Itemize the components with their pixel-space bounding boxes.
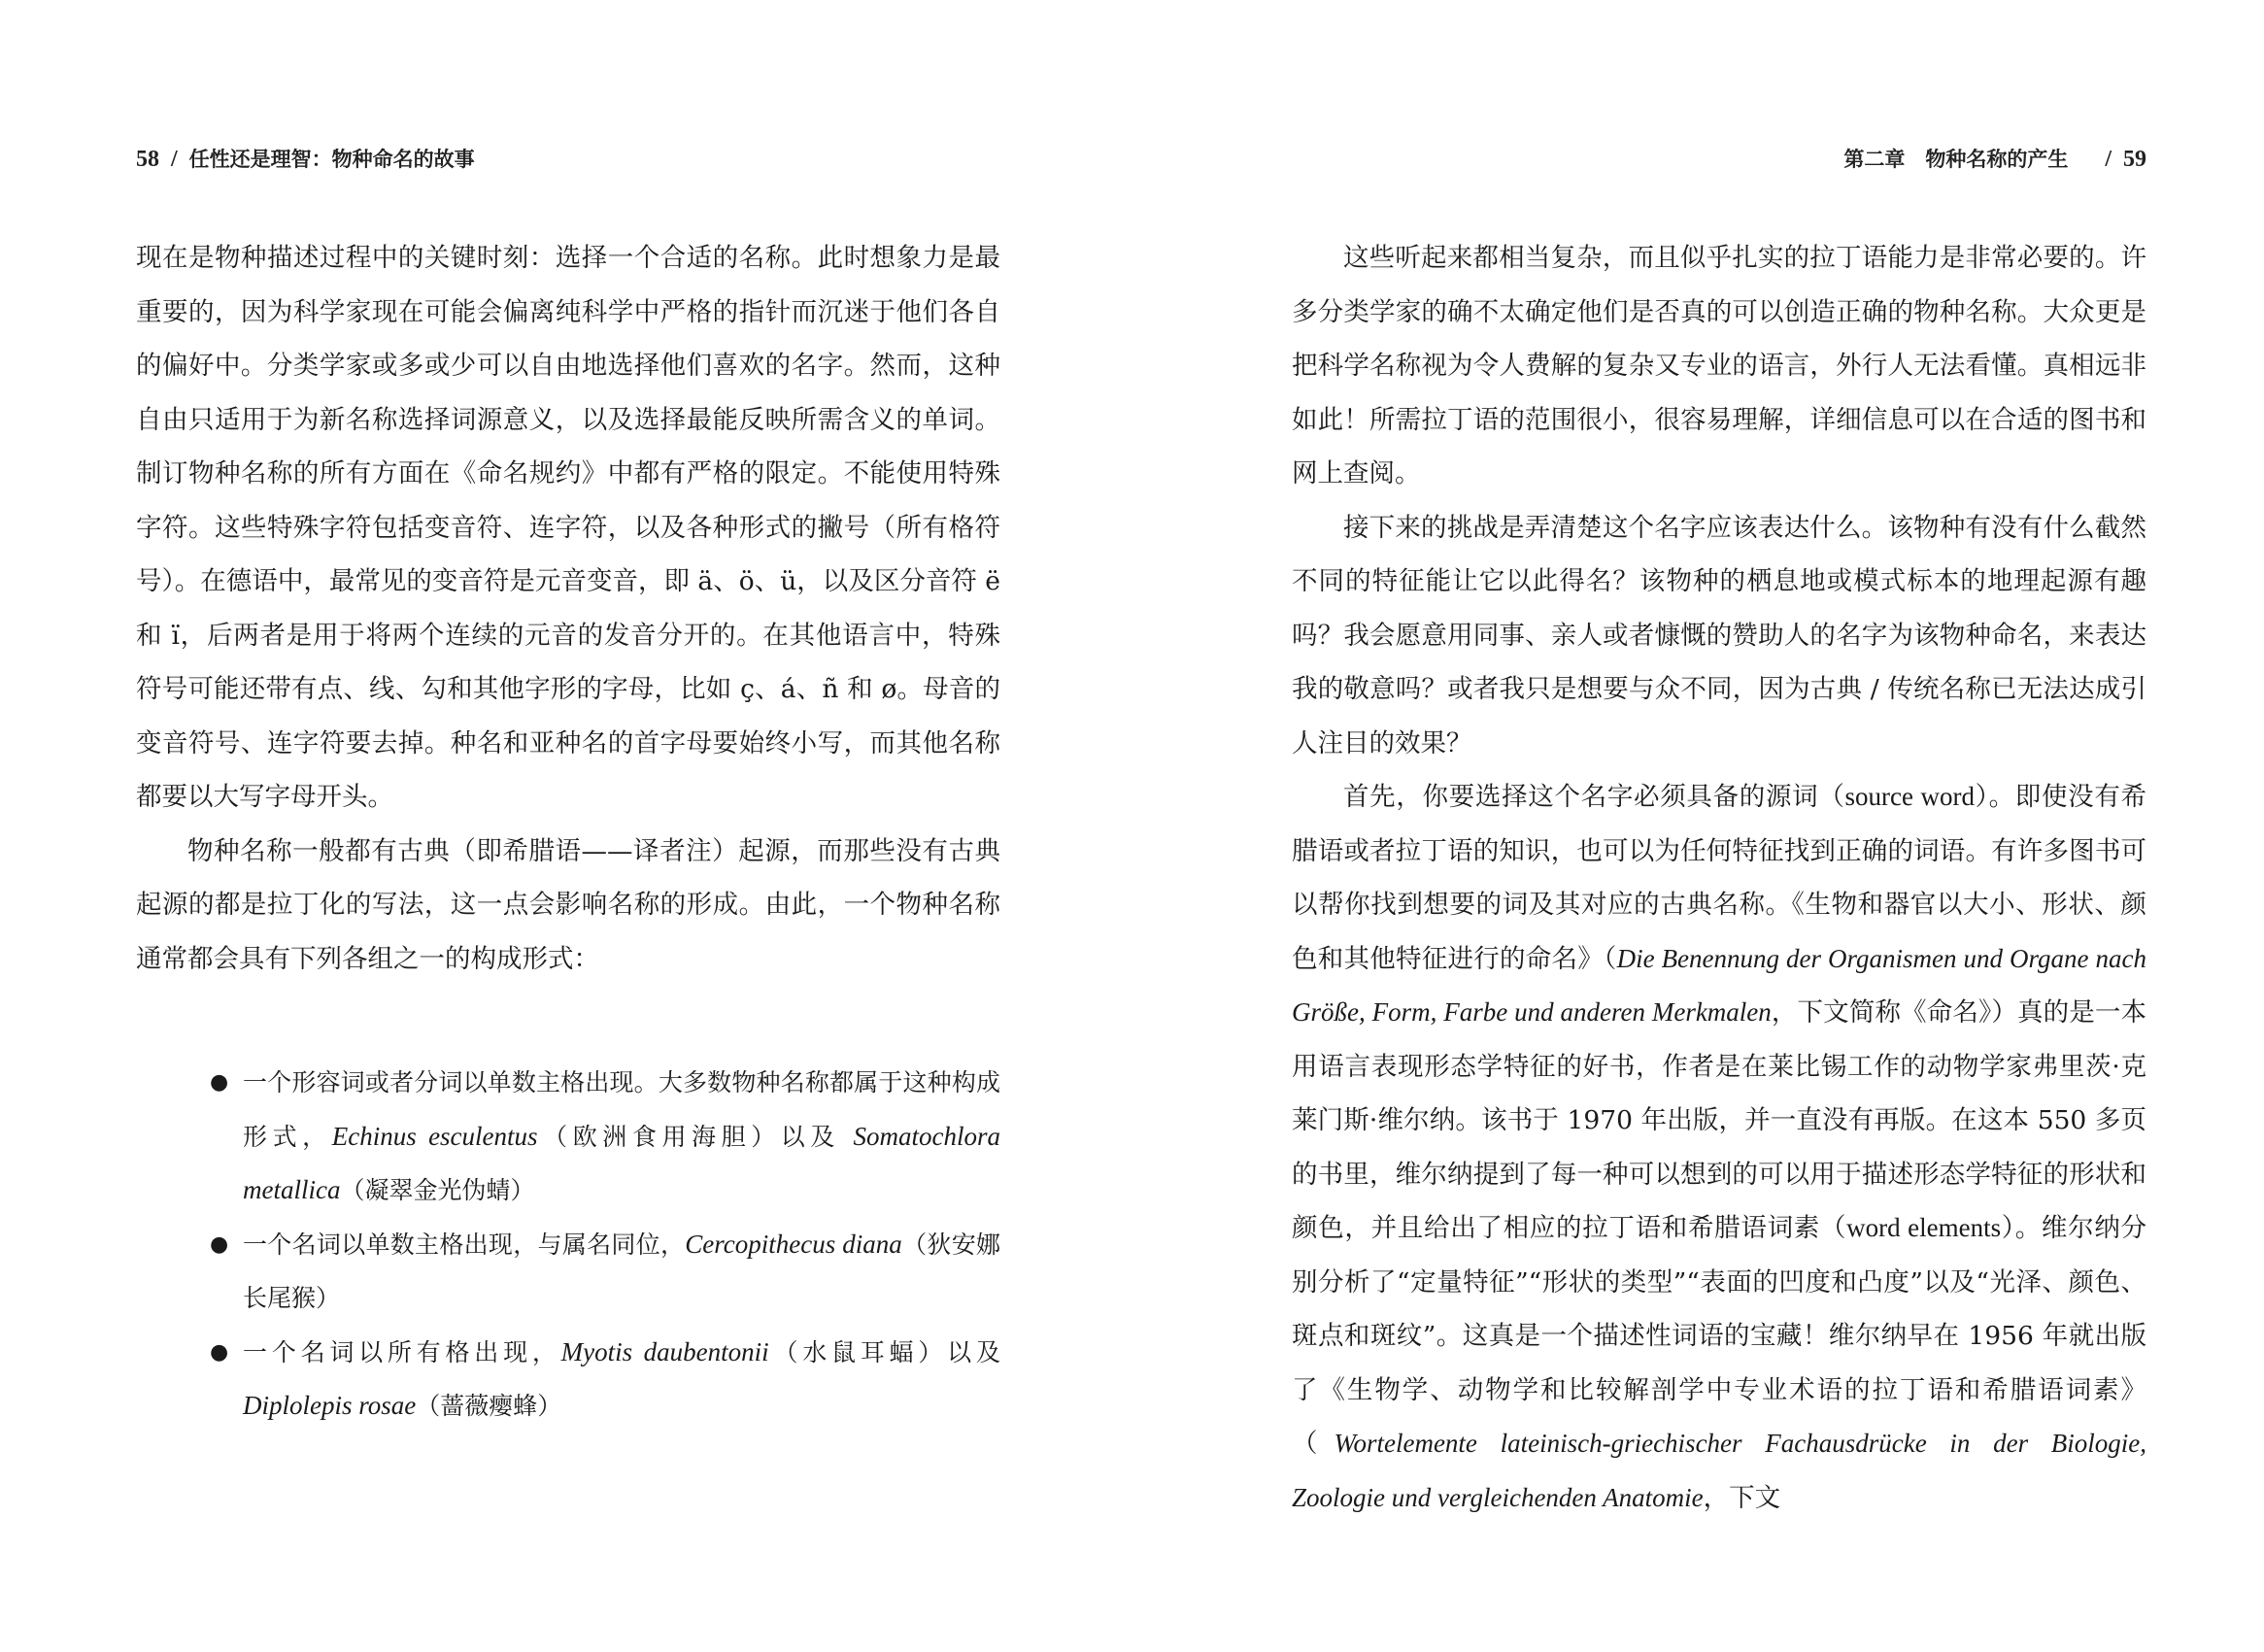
- latin-name: Somatochlora metallica: [243, 1121, 1000, 1204]
- latin-name: Cercopithecus diana: [685, 1229, 902, 1259]
- book-title: 任性还是理智：物种命名的故事: [188, 147, 475, 171]
- list-item-text: 一个名词以所有格出现，: [243, 1337, 561, 1366]
- german-book-title: Wortelemente lateinisch-griechischer Fachausdrücke in der Biologie, Zoologie und vergleichenden Anatomie: [1292, 1429, 2147, 1512]
- list-item-text: （水鼠耳蝠）以及: [768, 1337, 1000, 1366]
- german-book-title: Die Benennung der Organismen und Organe nach Größe, Form, Farbe und anderen Merkmalen: [1292, 943, 2147, 1027]
- right-page-number: 59: [2123, 147, 2146, 172]
- latin-name: Myotis daubentonii: [560, 1336, 769, 1366]
- list-item: [210, 1056, 1000, 1218]
- left-paragraph-2: 物种名称一般都有古典（即希腊语——译者注）起源，而那些没有古典起源的都是拉丁化的写法，这一点会影响名称的形成。由此，一个物种名称通常都会具有下列各组之一的构成形式：: [136, 835, 1000, 974]
- list-item-text: （蔷薇瘿蜂）: [416, 1392, 562, 1420]
- bullet-icon: ●: [210, 1231, 229, 1257]
- list-item-text: 一个形容词或者分词以单数主格出现。大多数物种名称都属于这种构成形式，: [243, 1068, 1000, 1151]
- list-item: [210, 1326, 1000, 1433]
- right-running-head: [1292, 144, 2146, 177]
- list-item-text: （凝翠金光伪蜻）: [340, 1176, 535, 1204]
- right-paragraph-1: 这些听起来都相当复杂，而且似乎扎实的拉丁语能力是非常必要的。许多分类学家的确不太确定他们是否真的可以创造正确的物种名称。大众更是把科学名称视为令人费解的复杂又专业的语言，外行人无法看懂。真相远非如此！所需拉丁语的范围很小，很容易理解，详细信息可以在合适的图书和网上查阅。: [1292, 243, 2146, 489]
- right-paragraph-3: [1292, 770, 2146, 1525]
- bullet-icon: ●: [210, 1070, 229, 1095]
- right-body-text: [1292, 231, 2146, 1525]
- left-page: [136, 0, 1000, 1652]
- list-item: [210, 1218, 1000, 1326]
- list-item-text: （欧洲食用海胆）以及: [537, 1122, 854, 1151]
- left-paragraph-1: 现在是物种描述过程中的关键时刻：选择一个合适的名称。此时想象力是最重要的，因为科学家现在可能会偏离纯科学中严格的指针而沉迷于他们各自的偏好中。分类学家或多或少可以自由地选择他们喜欢的名字。然而，这种自由只适用于为新名称选择词源意义，以及选择最能反映所需含义的单词。制订物种名称的所有方面在《命名规约》中都有严格的限定。不能使用特殊字符。这些特殊字符包括变音符、连字符，以及各种形式的撇号（所有格符号）。在德语中，最常见的变音符是元音变音，即 ä、ö、ü，以及区分音符 ë 和 ï，后两者是用于将两个连续的元音的发音分开的。在其他语言中，特殊符号可能还带有点、线、勾和其他字形的字母，比如 ç、á、ñ 和 ø。母音的变音符号、连字符要去掉。种名和亚种名的首字母要始终小写，而其他名称都要以大写字母开头。: [136, 243, 1000, 812]
- latin-name: Diplolepis rosae: [243, 1391, 417, 1420]
- latin-name: Echinus esculentus: [331, 1121, 538, 1151]
- bullet-icon: ●: [210, 1339, 229, 1365]
- naming-forms-list: [136, 1056, 1000, 1433]
- paragraph-text: ，下文: [1703, 1482, 1781, 1513]
- list-item-text: （狄安娜长尾猴）: [243, 1230, 1000, 1312]
- right-page: [1292, 0, 2146, 1652]
- paragraph-text: ）。即使没有希腊语或者拉丁语的知识，也可以为任何特征找到正确的词语。有许多图书可以帮你找到想要的词及其对应的古典名称。《生物和器官以大小、形状、颜色和其他特征进行的命名》（: [1292, 782, 2147, 974]
- chapter-title: 第二章 物种名称的产生: [1843, 147, 2069, 171]
- left-page-number: 58: [136, 147, 159, 172]
- paragraph-text: ）。维尔纳分别分析了“定量特征”“形状的类型”“表面的凹度和凸度”以及“光泽、颜色、斑点和斑纹”。这真是一个描述性词语的宝藏！维尔纳早在 1956 年就出版了《生物学、动物学和比较解剖学中专业术语的拉丁语和希腊语词素》（: [1292, 1213, 2147, 1459]
- left-body-text: [136, 231, 1000, 1433]
- paragraph-text: 首先，你要选择这个名字必须具备的源词（: [1343, 782, 1845, 812]
- list-item-text: 一个名词以单数主格出现，与属名同位，: [243, 1230, 686, 1259]
- left-header-separator: /: [171, 147, 178, 172]
- left-running-head: [136, 144, 1000, 177]
- right-paragraph-2: 接下来的挑战是弄清楚这个名字应该表达什么。该物种有没有什么截然不同的特征能让它以此得名？该物种的栖息地或模式标本的地理起源有趣吗？我会愿意用同事、亲人或者慷慨的赞助人的名字为该物种命名，来表达我的敬意吗？或者我只是想要与众不同，因为古典 / 传统名称已无法达成引人注目的效果？: [1292, 512, 2146, 759]
- foreign-term: source word: [1844, 782, 1975, 811]
- foreign-term: word elements: [1846, 1213, 2002, 1242]
- paragraph-text: ，下文简称《命名》）真的是一本用语言表现形态学特征的好书，作者是在莱比锡工作的动物学家弗里茨·克莱门斯·维尔纳。该书于 1970 年出版，并一直没有再版。在这本 550 多页的书里，维尔纳提到了每一种可以想到的可以用于描述形态学特征的形状和颜色，并且给出了相应的拉丁语和希腊语词素（: [1292, 997, 2146, 1243]
- right-header-separator: /: [2105, 147, 2112, 172]
